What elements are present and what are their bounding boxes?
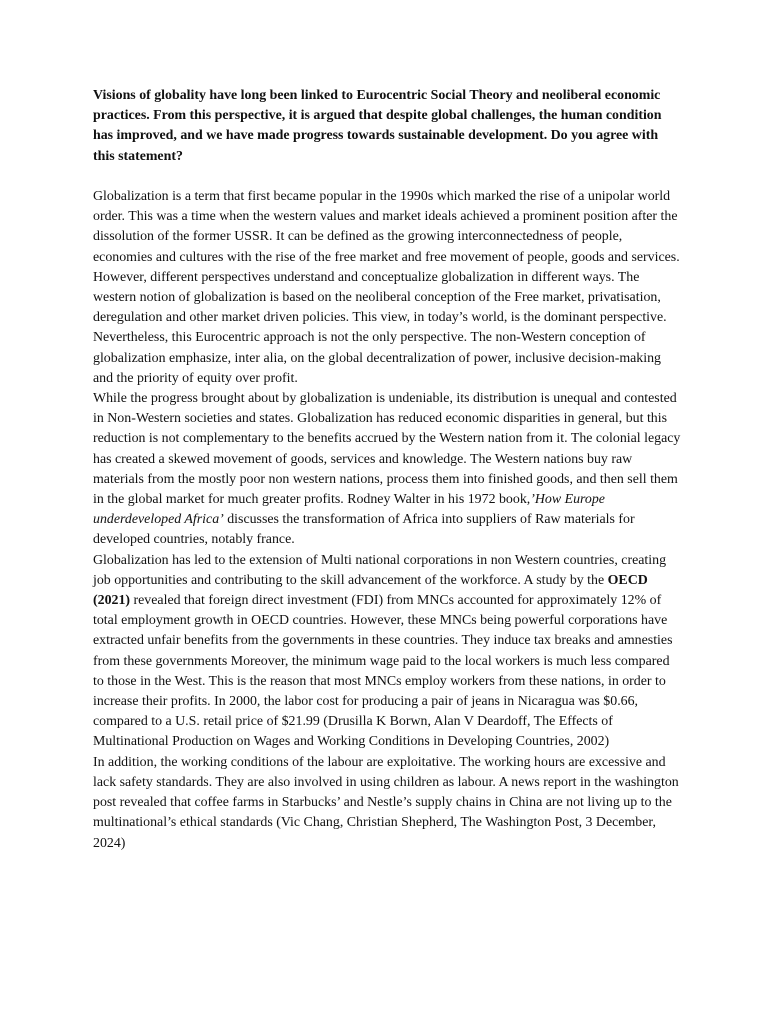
oecd-citation: OECD (2021) [93, 572, 648, 609]
book-title: ’How Europe underdeveloped Africa’ [93, 492, 605, 528]
paragraph-4: In addition, the working conditions of the labour are exploitative. The working hours are excessive and lack safety standards. They are also involved in using children as labour. A news report in the washington post revealed that coffee farms in Starbucks’ and Nestle’s supply chains in China are not living up to the multinational’s ethical standards (Vic Chang, Christian Shepherd, The Washington Post, 3 December, 2024) [93, 754, 679, 851]
paragraph-3 [93, 551, 683, 753]
essay-question: Visions of globality have long been linked to Eurocentric Social Theory and neoliberal economic practices. From this perspective, it is argued that despite global challenges, the human condition has improved, and we have made progress towards sustainable development. Do you agree with this statement? [93, 88, 662, 164]
paragraph-3-text: Globalization has led to the extension of Multi national corporations in non Western countries, creating job opportunities and contributing to the skill advancement of the workforce. A study by the [93, 552, 667, 588]
paragraph-1: Globalization is a term that first became popular in the 1990s which marked the rise of a unipolar world order. This was a time when the western values and market ideals achieved a prominent position after the dissolution of the former USSR. It can be defined as the growing interconnectedness of people, economies and cultures with the rise of the free market and free movement of people, goods and services. However, different perspectives understand and conceptualize globalization in different ways. The western notion of globalization is based on the neoliberal conception of the Free market, privatisation, deregulation and other market driven policies. This view, in today’s world, is the dominant perspective. Nevertheless, this Eurocentric approach is not the only perspective. The non-Western conception of globalization emphasize, inter alia, on the global decentralization of power, inclusive decision-making and the priority of equity over profit. [93, 189, 680, 386]
paragraph-2-text-end: discusses the transformation of Africa into suppliers of Raw materials for developed countries, notably france. [93, 512, 635, 548]
paragraph-3-text-end: revealed that foreign direct investment (FDI) from MNCs accounted for approximately 12% of total employment growth in OECD countries. However, these MNCs being powerful corporations have extracted unfair benefits from the governments in these countries. They induce tax breaks and amnesties from these governments Moreover, the minimum wage paid to the local workers is much less compared to those in the West. This is the reason that most MNCs employ workers from these nations, in order to increase their profits. In 2000, the labor cost for producing a pair of jeans in Nicaragua was $0.66, compared to a U.S. retail price of $21.99 (Drusilla K Borwn, Alan V Deardoff, The Effects of Multinational Production on Wages and Working Conditions in Developing Countries, 2002) [93, 593, 673, 750]
document-page [93, 86, 683, 854]
paragraph-2 [93, 389, 683, 551]
paragraph-2-text: While the progress brought about by globalization is undeniable, its distribution is unequal and contested in Non-Western societies and states. Globalization has reduced economic disparities in general, but this reduction is not complementary to the benefits accrued by the Western nation from it. The colonial legacy has created a skewed movement of goods, services and knowledge. The Western nations buy raw materials from the mostly poor non western nations, process them into finished goods, and then sell them in the global market for much greater profits. Rodney Walter in his 1972 book, [93, 391, 681, 508]
